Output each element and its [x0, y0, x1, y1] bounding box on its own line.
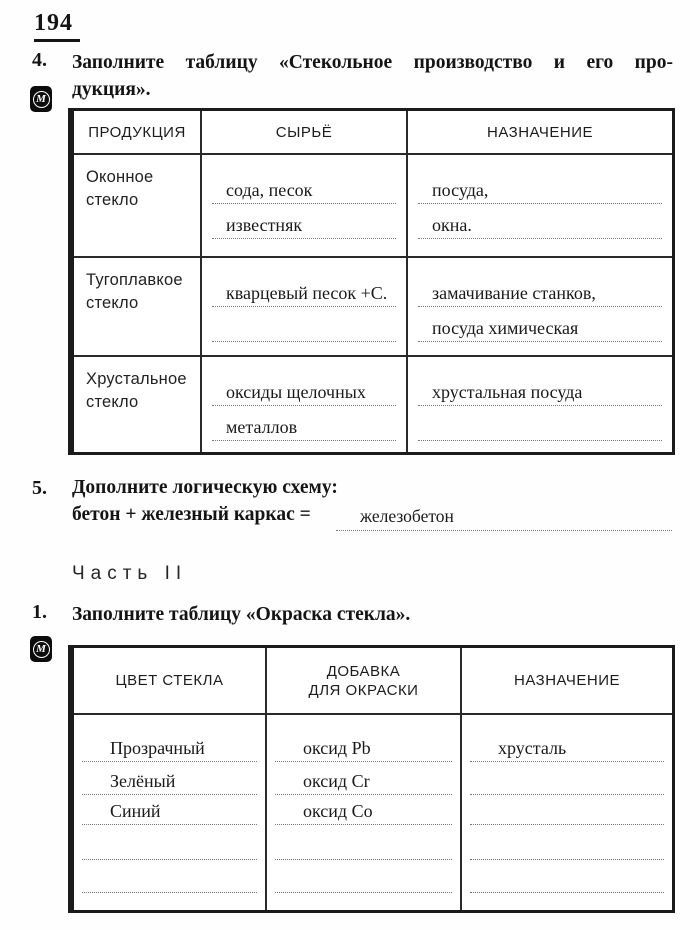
- purpose-line[interactable]: хрусталь: [470, 715, 664, 762]
- purpose-cell: [462, 715, 672, 910]
- task4-number: 4.: [32, 49, 47, 71]
- production-table: [68, 108, 675, 455]
- purpose-line[interactable]: хрустальная посуда: [418, 357, 662, 406]
- raw-material-cell: [202, 258, 408, 357]
- table1-header-purpose: НАЗНАЧЕНИЕ: [408, 111, 672, 155]
- table1-header-raw: СЫРЬЁ: [202, 111, 408, 155]
- table2-header-purpose: НАЗНАЧЕНИЕ: [462, 648, 672, 715]
- m-circle-icon: [30, 86, 52, 112]
- purpose-line[interactable]: [470, 795, 664, 825]
- purpose-line[interactable]: [470, 762, 664, 795]
- purpose-cell: [408, 357, 672, 452]
- purpose-line[interactable]: [470, 825, 664, 860]
- glass-color-line[interactable]: Синий: [82, 795, 257, 825]
- task4-title-line1: Заполните таблицу «Стекольное производство и его про-: [72, 52, 673, 73]
- glass-color-line[interactable]: Прозрачный: [82, 715, 257, 762]
- raw-material-line[interactable]: известняк: [212, 204, 396, 239]
- raw-material-line[interactable]: [212, 307, 396, 342]
- task1-number: 1.: [32, 601, 47, 623]
- raw-material-line[interactable]: оксиды щелочных: [212, 357, 396, 406]
- m-circle-icon: [30, 636, 52, 662]
- coloring-table: [68, 645, 675, 913]
- additive-line[interactable]: [275, 860, 452, 893]
- m-letter: М: [36, 92, 46, 105]
- purpose-line[interactable]: [418, 406, 662, 441]
- raw-material-line[interactable]: сода, песок: [212, 155, 396, 204]
- glass-color-line[interactable]: [82, 825, 257, 860]
- purpose-line[interactable]: посуда химическая: [418, 307, 662, 342]
- additive-line[interactable]: оксид Co: [275, 795, 452, 825]
- glass-color-line[interactable]: Зелёный: [82, 762, 257, 795]
- m-circle-ring: [33, 641, 50, 658]
- additive-cell: [267, 715, 462, 910]
- raw-material-cell: [202, 155, 408, 258]
- page-number: 194: [34, 10, 80, 42]
- purpose-line[interactable]: [470, 860, 664, 893]
- purpose-line[interactable]: посуда,: [418, 155, 662, 204]
- table1-header-product: ПРОДУКЦИЯ: [74, 111, 202, 155]
- purpose-line[interactable]: замачивание станков,: [418, 258, 662, 307]
- additive-line[interactable]: оксид Cr: [275, 762, 452, 795]
- additive-line[interactable]: [275, 825, 452, 860]
- task4-title-line2: дукция».: [72, 79, 151, 100]
- scheme-formula: бетон + железный каркас =: [72, 504, 311, 525]
- raw-material-line[interactable]: металлов: [212, 406, 396, 441]
- glass-color-line[interactable]: [82, 860, 257, 893]
- raw-material-line[interactable]: кварцевый песок +C.: [212, 258, 396, 307]
- task5-title: Дополните логическую схему:: [72, 477, 338, 498]
- purpose-cell: [408, 258, 672, 357]
- product-label: Хрустальное стекло: [74, 357, 202, 452]
- m-circle-ring: [33, 91, 50, 108]
- table2-header-additive: ДОБАВКА ДЛЯ ОКРАСКИ: [267, 648, 462, 715]
- product-label: Тугоплавкое стекло: [74, 258, 202, 357]
- part-heading: Часть II: [72, 563, 188, 584]
- purpose-cell: [408, 155, 672, 258]
- task5-number: 5.: [32, 477, 47, 499]
- glass-color-cell: [74, 715, 267, 910]
- m-letter: М: [36, 642, 46, 655]
- task4-title: [72, 49, 673, 103]
- task1-title: Заполните таблицу «Окраска стекла».: [72, 604, 411, 625]
- scheme-answer-line[interactable]: железобетон: [336, 489, 672, 531]
- product-label: Оконное стекло: [74, 155, 202, 258]
- purpose-line[interactable]: окна.: [418, 204, 662, 239]
- raw-material-cell: [202, 357, 408, 452]
- table2-header-color: ЦВЕТ СТЕКЛА: [74, 648, 267, 715]
- additive-line[interactable]: оксид Pb: [275, 715, 452, 762]
